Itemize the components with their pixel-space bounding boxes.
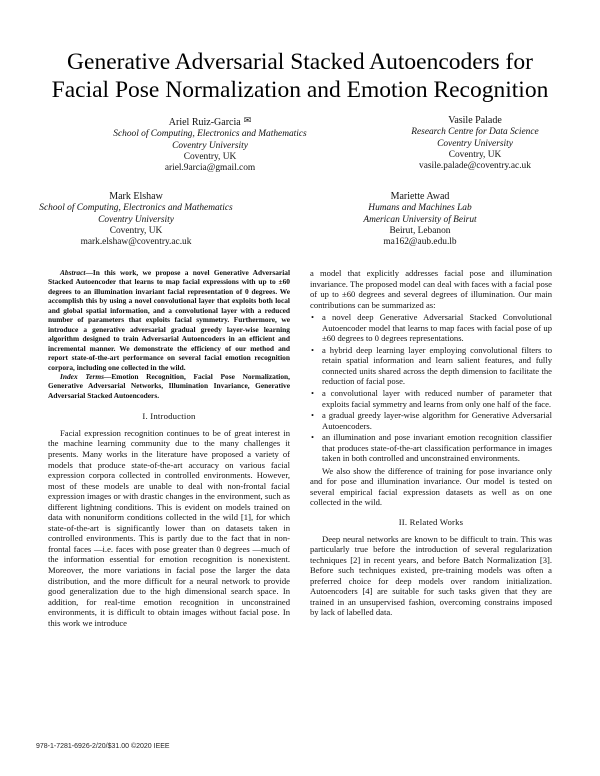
author-affiliation: Research Centre for Data Science [411,127,539,138]
author-location: Coventry, UK [183,151,237,162]
title-line-2: Facial Pose Normalization and Emotion Recognition [51,77,549,103]
author-name: Mariette Awad [390,191,450,202]
title-line-1: Generative Adversarial Stacked Autoencoders for [67,49,533,75]
related-works-paragraph: Deep neural networks are known to be difficult to train. This was particularly true before the introduction of several regularization techniques [2] in recent years, and before Batch Normalization [3]. Before such techniques existed, pre-training models was often a preferred choice for deep models over random initialization. Autoencoders [4] are suitable for such tasks given that they are trained in an unsupervised fashion, overcoming constrains imposed by lack of labelled data. [310,533,552,618]
list-item: • a convolutional layer with reduced number of parameter that exploits facial symmetry and learns from only one half of the face. [322,388,552,409]
paper-title [20,48,580,104]
author-name: Mark Elshaw [109,191,163,202]
author-email[interactable]: mark.elshaw@coventry.ac.uk [80,237,192,248]
envelope-icon: ✉ [243,115,252,125]
author-name: Ariel Ruiz-Garcia [168,117,241,128]
left-column [48,268,290,628]
section-heading-introduction: I. Introduction [142,411,196,422]
contribution-list [310,312,552,464]
author-email[interactable]: ariel.9arcia@gmail.com [164,163,256,174]
author-block-2 [375,115,575,172]
section-heading-related-works: II. Related Works [398,517,464,528]
author-email[interactable]: vasile.palade@coventry.ac.uk [419,161,531,172]
abstract-label: Abstract [60,268,86,277]
author-affiliation: Humans and Machines Lab [368,203,472,214]
author-email[interactable]: ma162@aub.edu.lb [383,237,457,248]
author-block-1 [110,115,310,174]
index-terms-text: —Emotion Recognition, Facial Pose Normalization, Generative Adversarial Networks, Illumination Invariance, Generative Adversarial Stacked Autoencoders. [48,371,290,400]
intro-paragraph: Facial expression recognition continues to be of great interest in the machine learning community due to the many challenges it presents. Many works in the literature have proposed a variety of models that produce state-of-the-art accuracy on various facial expression corpora collected in controlled environments. However, most of these models are unable to deal with non-frontal facial expression images or with drastic changes in the environment, such as different lightning conditions. This is evident on models trained on data with nonuniform conditions collected in the wild [1], for which state-of-the-art is significantly lower than on datasets taken in controlled environments. This is partly due to the fact that in non-frontal faces —i.e. faces with pose greater than 0 degrees —much of the information essential for emotion recognition is nonexistent. Moreover, the more variations in facial pose the larger the data distribution, and the more difficult for a neural network to provide good generalization due to the high dimensional search space. In addition, for real-time emotion recognition in unconstrained environments, it is difficult to obtain images without facial pose. In this work we introduce [48,427,290,628]
author-institution: Coventry University [98,214,174,225]
abstract-text: —In this work, we propose a novel Generative Adversarial Stacked Autoencoder that learns to map facial expressions with up to ±60 degrees to an illumination invariant facial representation of 0 degrees. We accomplish this by using a novel convolutional layer that exploits both local and global spatial information, and a convolutional layer with a reduced number of parameters that exploits facial symmetry. Furthermore, we introduce a generative adversarial gradual greedy layer-wise learning algorithm designed to train Adversarial Autoencoders in an efficient and incremental manner. We demonstrate the efficiency of our method and report state-of-the-art performance on several facial emotion recognition corpora, including one collected in the wild. [48,268,290,372]
index-terms-label: Index Terms [60,371,104,381]
author-institution: Coventry University [437,138,513,149]
author-institution: American University of Beirut [363,214,477,225]
author-location: Coventry, UK [448,149,502,160]
list-item: • an illumination and pose invariant emotion recognition classifier that produces state-of-the-art classification performance in images taken in both controlled and unconstrained environments. [322,432,552,464]
author-affiliation: School of Computing, Electronics and Mathematics [39,203,233,214]
intro-continuation: a model that explicitly addresses facial pose and illumination invariance. The proposed model can deal with faces with a facial pose of up to ±60 degrees and several degrees of illumination. Our main contributions can be summarized as: [310,268,552,310]
copyright-footer: 978-1-7281-6926-2/20/$31.00 ©2020 IEEE [36,743,170,750]
author-location: Coventry, UK [109,225,163,236]
abstract [48,268,290,372]
author-name: Vasile Palade [448,115,502,126]
author-institution: Coventry University [172,140,248,151]
list-item: • a hybrid deep learning layer employing convolutional filters to retain spatial information and learn salient features, and fully connected units shared across the depth dimension to facilitate the reduction of facial pose. [322,345,552,387]
author-block-3 [36,191,236,248]
index-terms [48,372,290,400]
author-location: Beirut, Lebanon [389,225,451,236]
intro-closing: We also show the difference of training for pose invariance only and for pose and illumination invariance. Our model is tested on several empirical facial expression datasets as well as on one collected in the wild. [310,465,552,508]
right-column [310,268,552,618]
author-block-4 [320,191,520,248]
author-affiliation: School of Computing, Electronics and Mathematics [113,129,307,140]
list-item: • a gradual greedy layer-wise algorithm for Generative Adversarial Autoencoders. [322,410,552,431]
list-item: • a novel deep Generative Adversarial Stacked Convolutional Autoencoder model that learns to map faces with facial pose of up ±60 degrees to 0 degrees representations. [322,312,552,344]
